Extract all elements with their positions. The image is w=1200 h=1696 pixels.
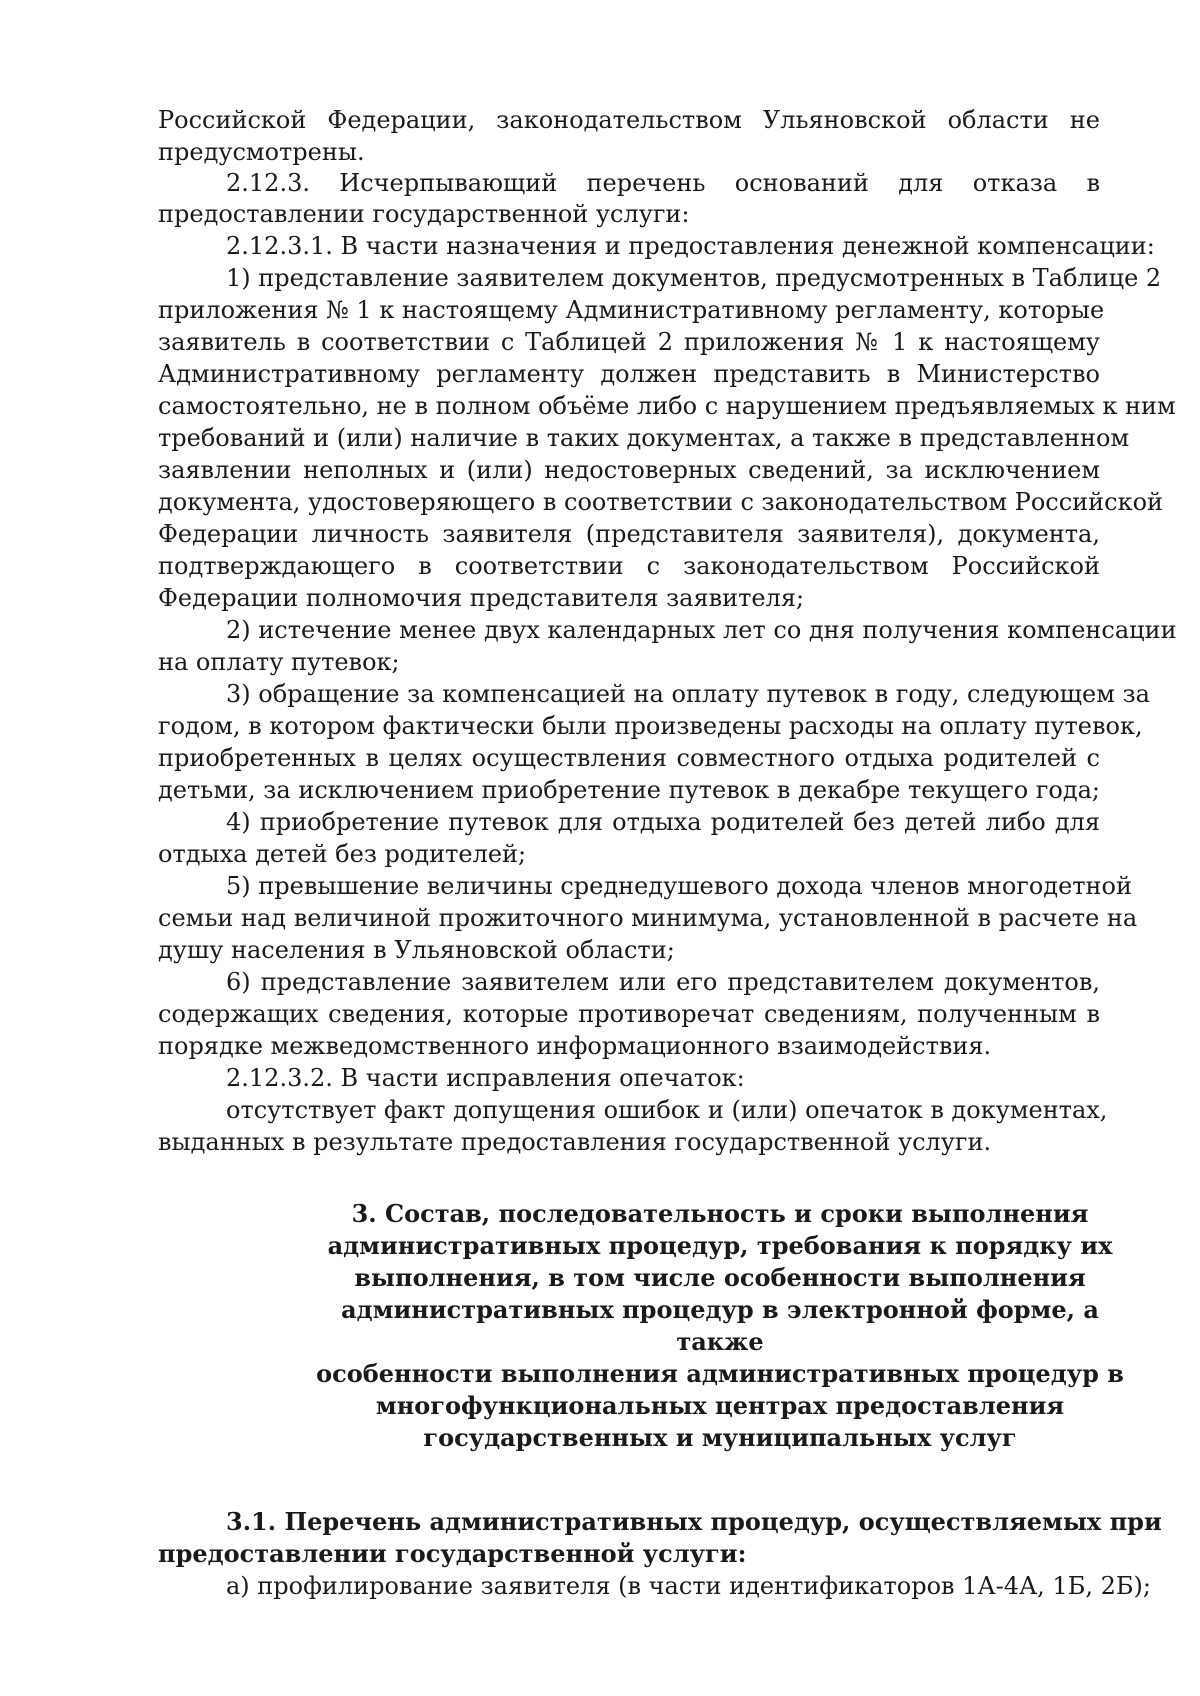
text-line: 2.12.3.2. В части исправления опечаток: xyxy=(226,1064,745,1092)
text-line: самостоятельно, не в полном объёме либо с нарушением предъявляемых к ним xyxy=(158,392,1176,420)
text-line: 2.12.3.1. В части назначения и предоставления денежной компенсации: xyxy=(226,232,1155,260)
text-line: 4) приобретение путевок для отдыха родителей без детей либо для xyxy=(226,808,1100,836)
text-line: приобретенных в целях осуществления совместного отдыха родителей с xyxy=(158,744,1100,772)
text-line: годом, в котором фактически были произведены расходы на оплату путевок, xyxy=(158,712,1143,740)
text-line: 1) представление заявителем документов, предусмотренных в Таблице 2 xyxy=(226,264,1162,292)
heading-line: административных процедур в электронной форме, а также xyxy=(341,1295,1099,1356)
text-line: 2) истечение менее двух календарных лет со дня получения компенсации xyxy=(226,616,1177,644)
text-line: порядке межведомственного информационного взаимодействия. xyxy=(158,1032,992,1060)
text-line: заявитель в соответствии с Таблицей 2 приложения № 1 к настоящему xyxy=(158,328,1100,356)
text-line: отсутствует факт допущения ошибок и (или) опечаток в документах, xyxy=(226,1096,1108,1124)
text-line: на оплату путевок; xyxy=(158,648,400,676)
text-line: Федерации полномочия представителя заявителя; xyxy=(158,584,805,612)
text-line: документа, удостоверяющего в соответствии с законодательством Российской xyxy=(158,488,1164,516)
text-line: 6) представление заявителем или его представителем документов, xyxy=(226,968,1100,996)
text-line: Административному регламенту должен представить в Министерство xyxy=(158,360,1100,388)
text-line: а) профилирование заявителя (в части идентификаторов 1А-4А, 1Б, 2Б); xyxy=(226,1572,1151,1600)
section-3-1-title: 3.1. Перечень административных процедур, осуществляемых при xyxy=(226,1507,1162,1536)
heading-line: многофункциональных центрах предоставления xyxy=(375,1391,1065,1420)
text-line: содержащих сведения, которые противоречат сведениям, полученным в xyxy=(158,1000,1100,1028)
text-line: детьми, за исключением приобретение путевок в декабре текущего года; xyxy=(158,776,1100,804)
text-line: 3) обращение за компенсацией на оплату путевок в году, следующем за xyxy=(226,680,1150,708)
text-line: семьи над величиной прожиточного минимума, установленной в расчете на xyxy=(158,904,1138,932)
heading-line: административных процедур, требования к порядку их xyxy=(327,1231,1113,1260)
section-3-heading xyxy=(300,1198,1140,1454)
text-line: заявлении неполных и (или) недостоверных сведений, за исключением xyxy=(158,456,1100,484)
text-line: Федерации личность заявителя (представителя заявителя), документа, xyxy=(158,520,1100,548)
text-line: подтверждающего в соответствии с законодательством Российской xyxy=(158,552,1100,580)
heading-line: особенности выполнения административных процедур в xyxy=(316,1359,1124,1388)
text-line: приложения № 1 к настоящему Административному регламенту, которые xyxy=(158,296,1105,324)
text-line: 5) превышение величины среднедушевого дохода членов многодетной xyxy=(226,872,1132,900)
text-line: предусмотрены. xyxy=(158,138,365,166)
heading-line: государственных и муниципальных услуг xyxy=(423,1423,1017,1452)
text-line: выданных в результате предоставления государственной услуги. xyxy=(158,1128,992,1156)
text-line: 2.12.3. Исчерпывающий перечень оснований для отказа в xyxy=(226,169,1100,197)
text-line: Российской Федерации, законодательством Ульяновской области не xyxy=(158,106,1100,134)
heading-line: 3. Состав, последовательность и сроки выполнения xyxy=(351,1199,1089,1228)
text-line: отдыха детей без родителей; xyxy=(158,840,527,868)
text-line: душу населения в Ульяновской области; xyxy=(158,936,675,964)
text-line: требований и (или) наличие в таких документах, а также в представленном xyxy=(158,424,1130,452)
heading-line: выполнения, в том числе особенности выполнения xyxy=(354,1263,1086,1292)
section-3-1-title-cont: предоставлении государственной услуги: xyxy=(158,1539,747,1568)
text-line: предоставлении государственной услуги: xyxy=(158,200,690,228)
